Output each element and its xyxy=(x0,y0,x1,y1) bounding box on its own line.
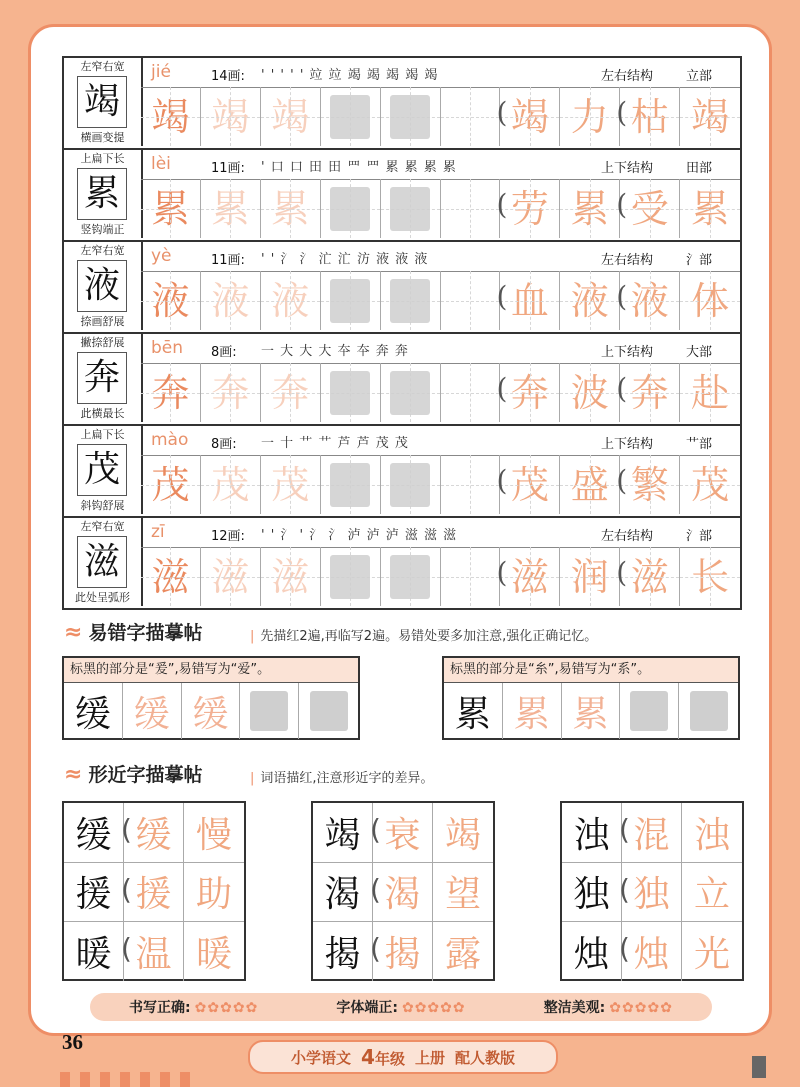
empty-cell[interactable] xyxy=(441,271,501,330)
blank-block xyxy=(390,187,430,231)
trace-char-cell: 累 xyxy=(201,179,261,238)
similar-char-cell: 烛 xyxy=(562,922,622,981)
blank-cell[interactable] xyxy=(381,547,441,606)
trace-char-cell: 累 xyxy=(503,683,562,739)
info-band xyxy=(141,242,740,272)
top-note: 上扁下长 xyxy=(80,152,125,165)
similar-char-cell: 缓 xyxy=(64,803,124,862)
trace-char-cell: 液 xyxy=(261,271,321,330)
word-char-cell: 润 xyxy=(560,547,620,606)
word-char-cell: ( 混 xyxy=(622,803,682,862)
star-icons: ✿✿✿✿✿ xyxy=(194,1000,259,1016)
similar-row xyxy=(313,922,493,981)
word-char-cell: 竭 xyxy=(680,87,740,146)
error-note: 标黑的部分是“糸”,易错写为“系”。 xyxy=(444,658,738,683)
wave-icon: ≈ xyxy=(64,620,83,645)
char-label-box xyxy=(64,426,143,514)
blank-block xyxy=(630,691,668,731)
error-box xyxy=(62,656,360,740)
radical: 田部 xyxy=(686,161,713,176)
model-char-cell: 累 xyxy=(444,683,503,739)
word-char-cell: ( 血 xyxy=(500,271,560,330)
bottom-note: 竖钩端正 xyxy=(80,223,125,236)
stroke-count: 12画: xyxy=(211,529,245,544)
word-char-cell: 累 xyxy=(560,179,620,238)
top-note: 左窄右宽 xyxy=(80,244,125,257)
paren-mark: ( xyxy=(616,280,628,313)
empty-cell[interactable] xyxy=(441,363,501,422)
similar-row xyxy=(313,803,493,863)
practice-row xyxy=(64,58,740,150)
similar-section-desc: | 词语描红,注意形近字的差异。 xyxy=(250,771,434,786)
top-note: 左窄右宽 xyxy=(80,60,125,73)
empty-cell[interactable] xyxy=(441,547,501,606)
bottom-note: 此横最长 xyxy=(80,407,125,420)
blank-cell[interactable] xyxy=(381,87,441,146)
blank-block xyxy=(250,691,288,731)
paren-mark: ( xyxy=(616,464,628,497)
top-note: 左窄右宽 xyxy=(80,520,125,533)
big-char: 奔 xyxy=(77,352,127,404)
blank-block xyxy=(390,371,430,415)
writing-cells xyxy=(141,455,740,514)
footer-badge: 小学语文 4年级 上册 配人教版 xyxy=(248,1040,558,1074)
similar-char-cell: 独 xyxy=(562,863,622,922)
empty-cell[interactable] xyxy=(441,179,501,238)
big-char: 竭 xyxy=(77,76,127,128)
word-char-cell: ( 滋 xyxy=(500,547,560,606)
word-char-cell: 慢 xyxy=(195,814,232,856)
blank-block xyxy=(330,463,370,507)
blank-block xyxy=(330,95,370,139)
blank-cell[interactable] xyxy=(381,179,441,238)
similar-char-cell: 竭 xyxy=(313,803,373,862)
char-label-box xyxy=(64,242,143,330)
similar-char-cell: 援 xyxy=(64,863,124,922)
trace-char-cell: 累 xyxy=(261,179,321,238)
similar-row xyxy=(313,863,493,923)
paren-mark: ( xyxy=(496,372,508,405)
model-char-cell: 缓 xyxy=(64,683,123,739)
rating-bar xyxy=(90,993,712,1021)
info-band xyxy=(141,426,740,456)
paren-mark: ( xyxy=(616,556,628,589)
word-char-cell: ( 援 xyxy=(124,863,184,922)
blank-cell[interactable] xyxy=(321,271,381,330)
trace-char-cell: 滋 xyxy=(261,547,321,606)
pinyin: yè xyxy=(151,246,172,266)
error-box xyxy=(442,656,740,740)
blank-cell[interactable] xyxy=(321,179,381,238)
radical: 立部 xyxy=(686,69,713,84)
practice-row xyxy=(64,150,740,242)
star-icons: ✿✿✿✿✿ xyxy=(609,1000,673,1016)
word-char-cell: ( 枯 xyxy=(620,87,680,146)
trace-char-cell: 累 xyxy=(562,683,621,739)
word-char-cell: ( 缓 xyxy=(124,803,184,862)
blank-cell[interactable] xyxy=(321,87,381,146)
similar-row xyxy=(64,863,244,923)
word-char-cell: ( 奔 xyxy=(620,363,680,422)
model-char-cell: 茂 xyxy=(141,455,201,514)
structure: 上下结构 xyxy=(601,437,654,452)
stroke-sequence: 一 大 大 大 夲 夲 奔 奔 xyxy=(261,344,409,359)
writing-cells xyxy=(141,363,740,422)
word-char-cell: 暖 xyxy=(195,933,232,975)
trace-char-cell: 缓 xyxy=(182,683,241,739)
word-char-cell: 长 xyxy=(680,547,740,606)
similar-char-grid xyxy=(311,801,495,981)
similar-char-cell: 渴 xyxy=(313,863,373,922)
stroke-count: 8画: xyxy=(211,437,237,452)
word-char-cell: ( 液 xyxy=(620,271,680,330)
word-char-cell: ( 独 xyxy=(622,863,682,922)
word-char-cell: ( 繁 xyxy=(620,455,680,514)
top-note: 撇捺舒展 xyxy=(80,336,125,349)
word-char-cell: ( 烛 xyxy=(622,922,682,981)
top-note: 上扁下长 xyxy=(80,428,125,441)
trace-char-cell: 茂 xyxy=(201,455,261,514)
char-label-box xyxy=(64,334,143,422)
similar-row xyxy=(562,922,742,981)
pinyin: bēn xyxy=(151,338,184,358)
trace-char-cell: 滋 xyxy=(201,547,261,606)
word-char-cell: ( 奔 xyxy=(500,363,560,422)
paren-mark: ( xyxy=(496,188,508,221)
word-char-cell: 立 xyxy=(693,874,730,916)
blank-cell[interactable] xyxy=(321,455,381,514)
word-char-cell: 助 xyxy=(195,874,232,916)
word-char-cell: 竭 xyxy=(444,814,481,856)
word-char-cell: 波 xyxy=(560,363,620,422)
radical: 大部 xyxy=(686,345,713,360)
practice-row xyxy=(64,426,740,518)
blank-block xyxy=(690,691,728,731)
radical: 氵部 xyxy=(686,529,713,544)
trace-char-cell: 竭 xyxy=(261,87,321,146)
rating-tidiness: 整洁美观: ✿✿✿✿✿ xyxy=(543,1000,673,1016)
word-char-cell: ( 衰 xyxy=(373,803,433,862)
empty-cell[interactable] xyxy=(441,87,501,146)
big-char: 滋 xyxy=(77,536,127,588)
error-section-title: ≈ 易错字描摹帖 xyxy=(64,620,203,645)
error-note: 标黑的部分是“爰”,易错写为“爱”。 xyxy=(64,658,358,683)
pinyin: lèi xyxy=(151,154,171,174)
model-char-cell: 奔 xyxy=(141,363,201,422)
word-char-cell: 光 xyxy=(693,933,730,975)
word-char-cell: 赴 xyxy=(680,363,740,422)
blank-cell[interactable] xyxy=(321,363,381,422)
stroke-sequence: ' ' 氵 氵 汒 汒 汸 液 液 液 xyxy=(261,252,429,267)
word-char-cell: ( 竭 xyxy=(500,87,560,146)
big-char: 茂 xyxy=(77,444,127,496)
similar-char-grid xyxy=(62,801,246,981)
paren-mark: ( xyxy=(496,96,508,129)
paren-mark: ( xyxy=(616,372,628,405)
radical: 艹部 xyxy=(686,437,713,452)
similar-char-cell: 浊 xyxy=(562,803,622,862)
trace-char-cell: 液 xyxy=(201,271,261,330)
big-char: 累 xyxy=(77,168,127,220)
model-char-cell: 液 xyxy=(141,271,201,330)
similar-row xyxy=(562,863,742,923)
trace-char-cell: 缓 xyxy=(123,683,182,739)
char-label-box xyxy=(64,150,143,238)
writing-cells xyxy=(141,87,740,146)
bottom-note: 横画变提 xyxy=(80,131,125,144)
blank-cell[interactable] xyxy=(381,363,441,422)
blank-block xyxy=(310,691,348,731)
structure: 左右结构 xyxy=(601,253,654,268)
stroke-count: 11画: xyxy=(211,161,245,176)
word-char-cell: ( 滋 xyxy=(620,547,680,606)
similar-row xyxy=(64,922,244,981)
similar-row xyxy=(562,803,742,863)
trace-char-cell: 奔 xyxy=(261,363,321,422)
info-band xyxy=(141,150,740,180)
info-band xyxy=(141,518,740,548)
blank-block xyxy=(330,187,370,231)
word-char-cell: 望 xyxy=(444,874,481,916)
blank-cell[interactable] xyxy=(381,455,441,514)
word-char-cell: 体 xyxy=(680,271,740,330)
blank-block xyxy=(330,279,370,323)
stroke-count: 14画: xyxy=(211,69,245,84)
trace-char-cell: 茂 xyxy=(261,455,321,514)
practice-row xyxy=(64,242,740,334)
practice-grid xyxy=(62,56,742,610)
model-char-cell: 竭 xyxy=(141,87,201,146)
writing-cells xyxy=(141,547,740,606)
similar-row xyxy=(64,803,244,863)
structure: 上下结构 xyxy=(601,161,654,176)
structure: 上下结构 xyxy=(601,345,654,360)
blank-cell[interactable] xyxy=(299,683,358,739)
word-char-cell: 盛 xyxy=(560,455,620,514)
similar-char-cell: 揭 xyxy=(313,922,373,981)
paren-mark: ( xyxy=(616,96,628,129)
word-char-cell: ( 温 xyxy=(124,922,184,981)
bottom-note: 捺画舒展 xyxy=(80,315,125,328)
bottom-note: 斜钩舒展 xyxy=(80,499,125,512)
decor-stripes xyxy=(60,1072,190,1087)
stroke-sequence: ' 口 口 田 田 罒 罒 累 累 累 累 xyxy=(261,160,457,175)
rating-accuracy: 书写正确: ✿✿✿✿✿ xyxy=(129,1000,259,1016)
blank-block xyxy=(390,463,430,507)
pinyin: jié xyxy=(151,62,171,82)
star-icons: ✿✿✿✿✿ xyxy=(401,1000,466,1016)
structure: 左右结构 xyxy=(601,69,654,84)
paren-mark: ( xyxy=(496,280,508,313)
blank-block xyxy=(390,95,430,139)
blank-block xyxy=(330,371,370,415)
paren-mark: ( xyxy=(496,464,508,497)
word-char-cell: 露 xyxy=(444,933,481,975)
radical: 氵部 xyxy=(686,253,713,268)
practice-row xyxy=(64,518,740,608)
stroke-sequence: 一 十 艹 艹 芦 芦 茂 茂 xyxy=(261,436,409,451)
char-label-box xyxy=(64,518,143,606)
stroke-count: 8画: xyxy=(211,345,237,360)
word-char-cell: 力 xyxy=(560,87,620,146)
word-char-cell: ( 劳 xyxy=(500,179,560,238)
similar-section-title: ≈ 形近字描摹帖 xyxy=(64,762,203,787)
word-char-cell: 浊 xyxy=(693,814,730,856)
wave-icon: ≈ xyxy=(64,762,83,787)
word-char-cell: ( 受 xyxy=(620,179,680,238)
practice-row xyxy=(64,334,740,426)
blank-cell[interactable] xyxy=(620,683,679,739)
model-char-cell: 累 xyxy=(141,179,201,238)
word-char-cell: 液 xyxy=(560,271,620,330)
similar-char-grid xyxy=(560,801,744,981)
info-band xyxy=(141,334,740,364)
info-band xyxy=(141,58,740,88)
empty-cell[interactable] xyxy=(441,455,501,514)
similar-char-cell: 暖 xyxy=(64,922,124,981)
char-label-box xyxy=(64,58,143,146)
word-char-cell: ( 揭 xyxy=(373,922,433,981)
stroke-count: 11画: xyxy=(211,253,245,268)
pinyin: zī xyxy=(151,522,165,542)
word-char-cell: 累 xyxy=(680,179,740,238)
corner-mark xyxy=(752,1056,766,1078)
trace-char-cell: 竭 xyxy=(201,87,261,146)
word-char-cell: 茂 xyxy=(680,455,740,514)
blank-block xyxy=(390,555,430,599)
blank-cell[interactable] xyxy=(381,271,441,330)
model-char-cell: 滋 xyxy=(141,547,201,606)
blank-block xyxy=(330,555,370,599)
structure: 左右结构 xyxy=(601,529,654,544)
stroke-sequence: ' ' 氵 ' 氵 氵 泸 泸 泸 滋 滋 滋 xyxy=(261,528,458,543)
blank-cell[interactable] xyxy=(321,547,381,606)
writing-cells xyxy=(141,271,740,330)
stroke-sequence: ' ' ' ' ' 竝 竝 竭 竭 竭 竭 竭 xyxy=(261,68,439,83)
error-section-desc: | 先描红2遍,再临写2遍。易错处要多加注意,强化正确记忆。 xyxy=(250,629,598,644)
blank-block xyxy=(390,279,430,323)
trace-char-cell: 奔 xyxy=(201,363,261,422)
blank-cell[interactable] xyxy=(240,683,299,739)
pinyin: mào xyxy=(151,430,189,450)
paren-mark: ( xyxy=(616,188,628,221)
big-char: 液 xyxy=(77,260,127,312)
writing-cells xyxy=(141,179,740,238)
word-char-cell: ( 茂 xyxy=(500,455,560,514)
paren-mark: ( xyxy=(496,556,508,589)
rating-neatness: 字体端正: ✿✿✿✿✿ xyxy=(336,1000,466,1016)
bottom-note: 此处呈弧形 xyxy=(75,591,130,604)
blank-cell[interactable] xyxy=(679,683,738,739)
word-char-cell: ( 渴 xyxy=(373,863,433,922)
page-number: 36 xyxy=(62,1030,83,1054)
